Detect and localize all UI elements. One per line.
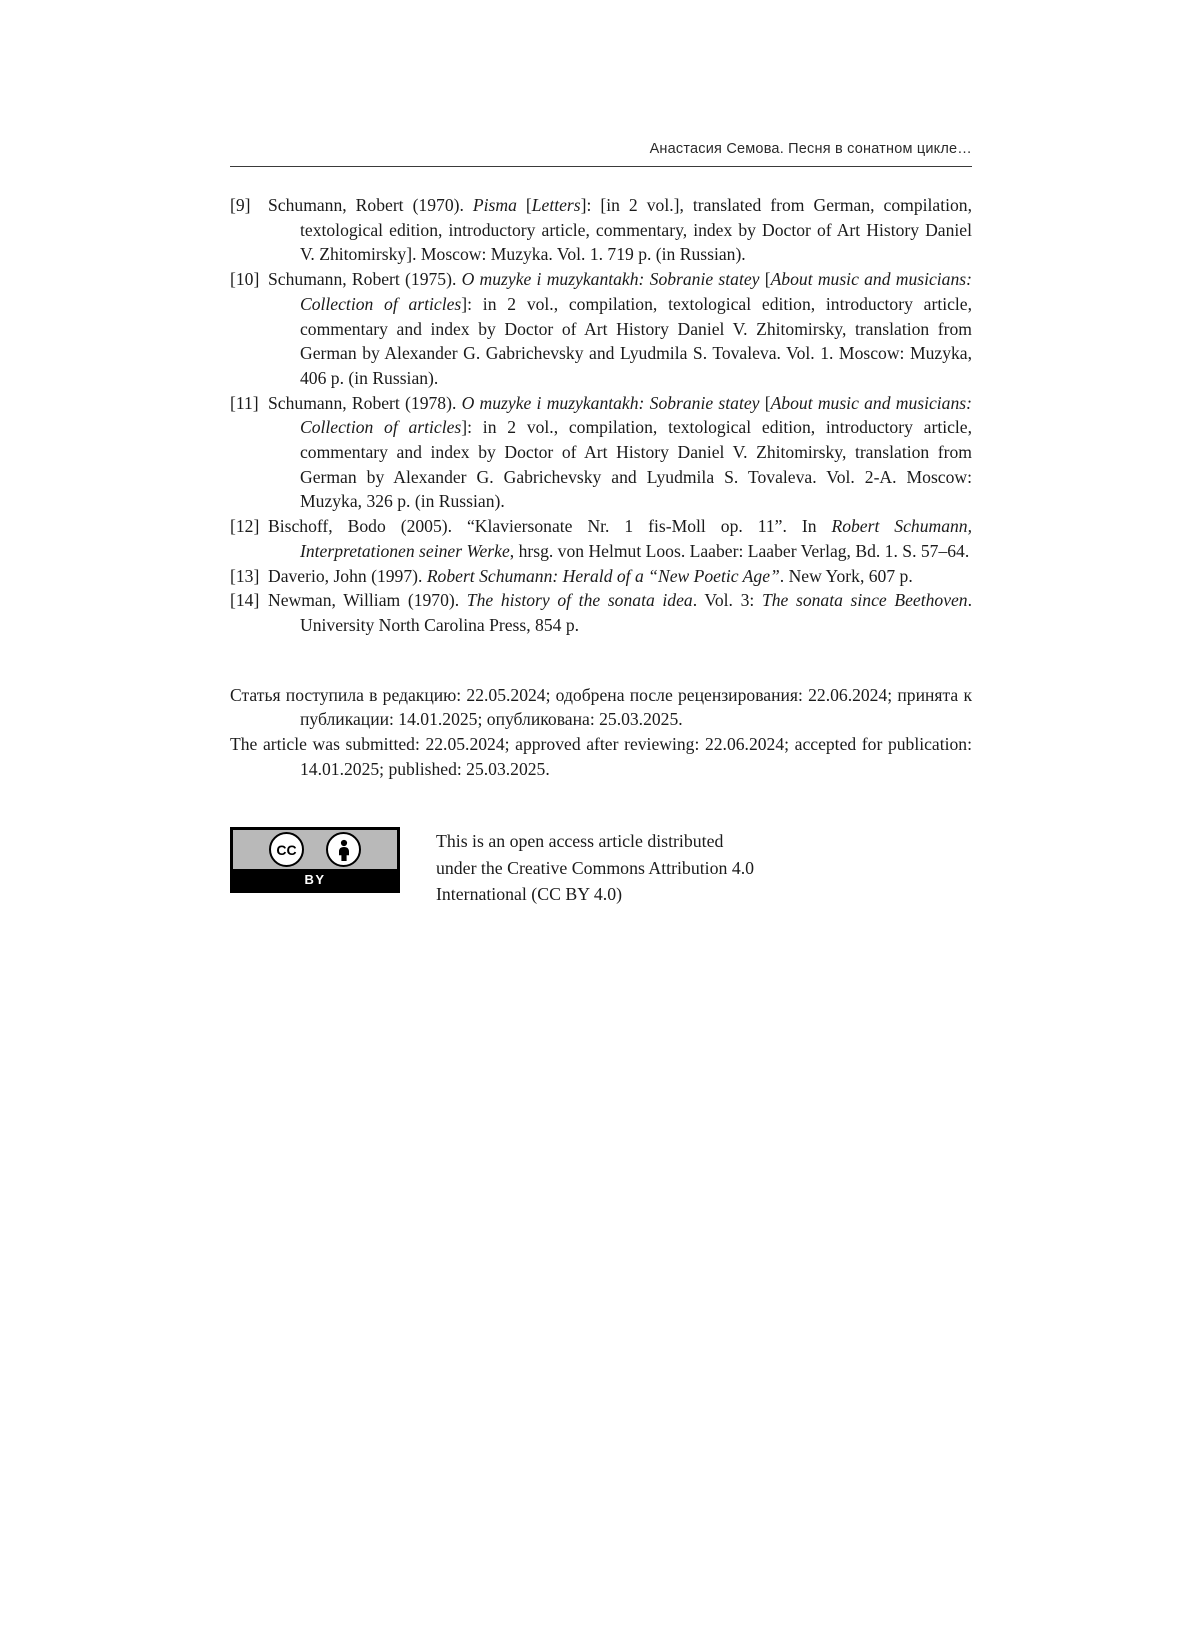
reference-text-segment: About music and musicians: Collection of articles xyxy=(300,269,972,314)
reference-label: [14] xyxy=(230,590,260,611)
reference-item xyxy=(230,193,972,267)
running-header: Анастасия Семова. Песня в сонатном цикле… xyxy=(649,141,972,157)
reference-text-segment: . Vol. 3: xyxy=(692,590,762,611)
cc-by-badge-icons xyxy=(233,830,397,869)
reference-text-segment: The sonata since Beethoven xyxy=(761,590,968,611)
reference-label: [9] xyxy=(230,195,251,215)
reference-text-segment: . New York, 607 p. xyxy=(779,565,913,586)
reference-text-segment: Schumann, Robert (1970). xyxy=(268,195,473,215)
reference-text-segment: Robert Schumann: Herald of a “New Poetic Age” xyxy=(426,565,780,586)
reference-text-segment: ]: in 2 vol., compilation, textological edition, introductory article, commentary and index by Doctor of Art History Daniel V. Zhitomirsky, translation from German by Alexander G. Gabrichevsky and Lyudmila S. Tovaleva. Vol. 1. Moscow: Muzyka, 406 p. (in Russian). xyxy=(300,293,972,388)
cc-icon xyxy=(269,832,304,867)
cc-icon-label: CC xyxy=(276,841,297,858)
reference-text-segment: Robert Schumann, Interpretationen seiner Werke xyxy=(300,516,972,561)
reference-text-segment: [ xyxy=(759,392,771,413)
reference-text-segment: The history of the sonata idea xyxy=(466,590,693,611)
license-line: This is an open access article distributed xyxy=(436,831,724,852)
reference-text-segment: Newman, William (1970). xyxy=(268,590,467,611)
reference-item xyxy=(230,514,972,563)
reference-item xyxy=(230,391,972,515)
submission-dates-en: The article was submitted: 22.05.2024; approved after reviewing: 22.06.2024; accepted for publication: 14.01.2025; published: 25.03.2025. xyxy=(230,734,972,779)
reference-text-segment: Daverio, John (1997). xyxy=(268,565,427,586)
references-list xyxy=(230,193,972,638)
cc-by-badge xyxy=(230,827,400,893)
license-block xyxy=(230,827,972,908)
reference-text-segment: [ xyxy=(516,195,532,215)
reference-text-segment: ]: [in 2 vol.], translated from German, compilation, textological edition, introductory article, commentary, index by Doctor of Art History Daniel V. Zhitomirsky]. Moscow: Muzyka. Vol. 1. 719 p. (in Russian). xyxy=(300,195,972,265)
reference-text-segment: [ xyxy=(759,269,771,290)
reference-text-segment: Schumann, Robert (1975). xyxy=(268,269,462,290)
reference-text-segment: O muzyke i muzykantakh: Sobranie statey xyxy=(461,392,760,413)
reference-label: [12] xyxy=(230,516,260,537)
reference-item xyxy=(230,564,972,589)
page-content xyxy=(230,193,972,908)
cc-by-label: BY xyxy=(233,869,397,890)
reference-label: [10] xyxy=(230,269,260,290)
reference-label: [13] xyxy=(230,565,260,586)
reference-item xyxy=(230,267,972,391)
reference-text-segment: ]: in 2 vol., compilation, textological edition, introductory article, commentary and index by Doctor of Art History Daniel V. Zhitomirsky, translation from German by Alexander G. Gabrichevsky and Lyudmila S. Tovaleva. Vol. 2-A. Moscow: Muzyka, 326 p. (in Russian). xyxy=(300,417,972,512)
reference-label: [11] xyxy=(230,392,259,413)
license-text xyxy=(436,827,754,908)
header-rule xyxy=(230,166,972,167)
reference-text-segment: Letters xyxy=(531,195,581,215)
license-line: under the Creative Commons Attribution 4.0 xyxy=(436,857,755,878)
reference-text-segment: Bischoff, Bodo (2005). “Klaviersonate Nr. 1 fis-Moll op. 11”. In xyxy=(268,516,832,537)
reference-text-segment: Schumann, Robert (1978). xyxy=(268,392,462,413)
reference-text-segment: O muzyke i muzykantakh: Sobranie statey xyxy=(461,269,760,290)
reference-item xyxy=(230,588,972,637)
reference-text-segment: Pisma xyxy=(472,195,517,215)
reference-text-segment: About music and musicians: Collection of articles xyxy=(300,392,972,438)
submission-dates xyxy=(230,683,972,782)
reference-text-segment: , hrsg. von Helmut Loos. Laaber: Laaber Verlag, Bd. 1. S. 57–64. xyxy=(509,540,970,561)
submission-dates-ru: Статья поступила в редакцию: 22.05.2024; одобрена после рецензирования: 22.06.2024; принята к публикации: 14.01.2025; опубликована: 25.03.2025. xyxy=(230,684,972,730)
license-line: International (CC BY 4.0) xyxy=(436,884,623,905)
reference-text-segment: . University North Carolina Press, 854 p. xyxy=(300,590,973,635)
person-icon xyxy=(326,832,361,867)
